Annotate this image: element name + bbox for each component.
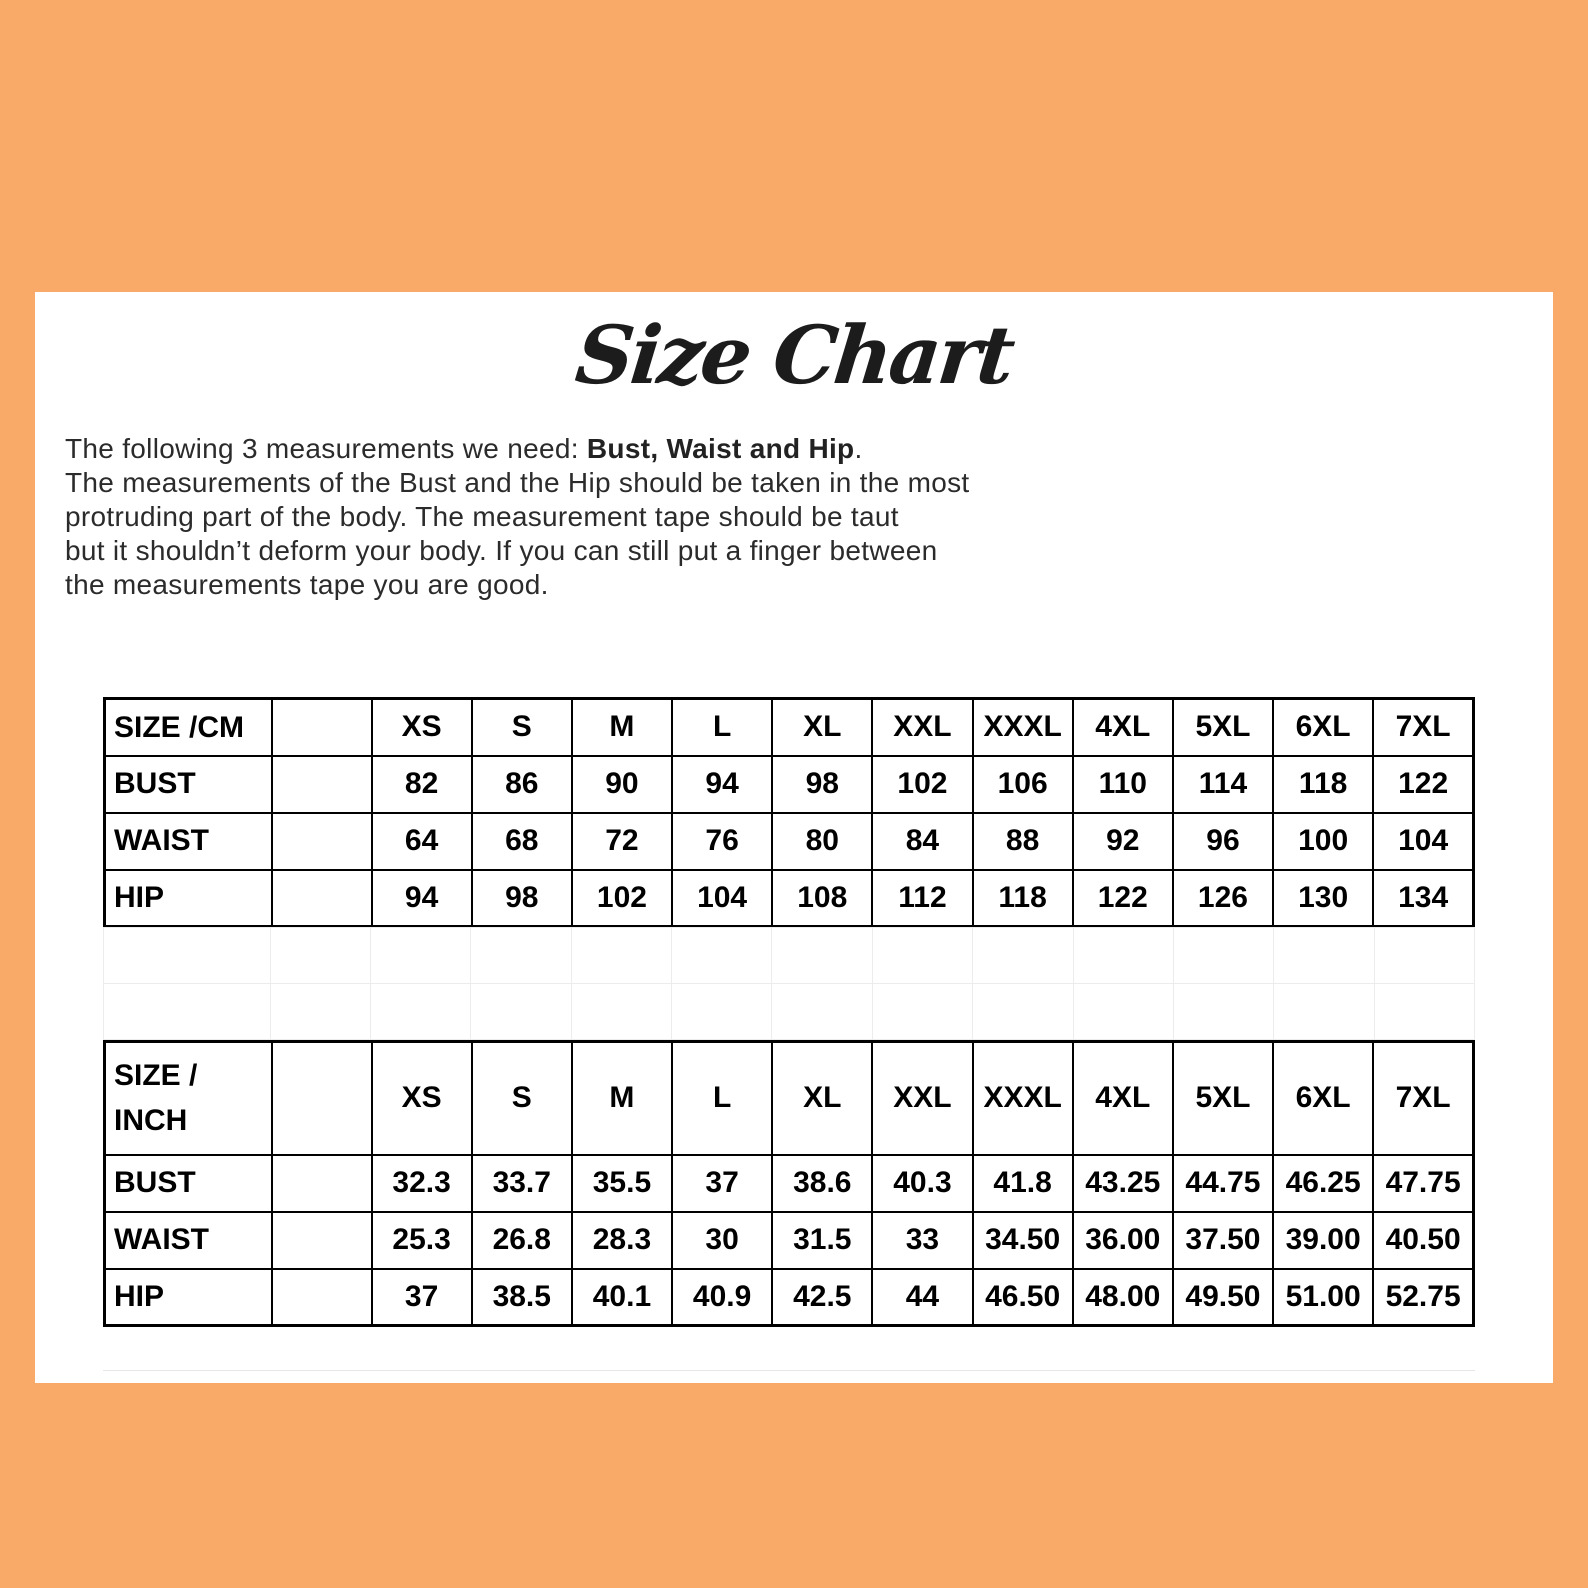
size-header-cell: S (472, 1042, 572, 1155)
size-header-cell: 7XL (1373, 699, 1473, 756)
measurement-value-cell: 49.50 (1173, 1269, 1273, 1326)
size-header-cell: XXXL (973, 1042, 1073, 1155)
measurement-value-cell: 46.25 (1273, 1155, 1373, 1212)
intro-line-1 (65, 432, 1525, 466)
size-table-inch (103, 1040, 1475, 1327)
intro-line: but it shouldn’t deform your body. If you can still put a finger between (65, 535, 938, 566)
size-header-cell: 5XL (1173, 1042, 1273, 1155)
measurement-value-cell: 40.9 (672, 1269, 772, 1326)
size-header-cell: L (672, 1042, 772, 1155)
measurement-row (105, 1155, 1474, 1212)
empty-grid-cell (772, 984, 872, 1040)
measurement-value-cell: 88 (973, 813, 1073, 870)
measurement-value-cell: 48.00 (1073, 1269, 1173, 1326)
measurement-value-cell: 42.5 (772, 1269, 872, 1326)
empty-grid-cell (271, 984, 371, 1040)
intro-line1-prefix: The following 3 measurements we need: (65, 433, 587, 464)
size-header-cell: 4XL (1073, 699, 1173, 756)
intro-line: The measurements of the Bust and the Hip should be taken in the most (65, 467, 970, 498)
measurement-value-cell: 110 (1073, 756, 1173, 813)
size-header-cell: XL (772, 1042, 872, 1155)
measurement-value-cell: 38.5 (472, 1269, 572, 1326)
measurement-value-cell: 98 (472, 870, 572, 927)
empty-grid-cell (672, 984, 772, 1040)
measurement-value-cell: 118 (973, 870, 1073, 927)
measurement-value-cell: 25.3 (372, 1212, 472, 1269)
measurement-row (105, 813, 1474, 870)
empty-grid-cell (872, 984, 972, 1040)
measurement-value-cell: 40.1 (572, 1269, 672, 1326)
measurement-label-cell: WAIST (105, 813, 272, 870)
measurement-value-cell: 68 (472, 813, 572, 870)
table-corner-label: SIZE / INCH (105, 1042, 272, 1155)
measurement-value-cell: 92 (1073, 813, 1173, 870)
measurement-value-cell: 90 (572, 756, 672, 813)
empty-header-cell (272, 699, 372, 756)
measurement-value-cell: 44 (872, 1269, 972, 1326)
size-header-cell: XXXL (973, 699, 1073, 756)
measurement-value-cell: 46.50 (973, 1269, 1073, 1326)
empty-grid-cell (973, 928, 1073, 984)
intro-line: protruding part of the body. The measurement tape should be taut (65, 501, 899, 532)
gridline-below-table (103, 1370, 1475, 1371)
measurement-value-cell: 84 (872, 813, 972, 870)
measurement-value-cell: 122 (1073, 870, 1173, 927)
measurement-value-cell: 64 (372, 813, 472, 870)
measurement-value-cell: 30 (672, 1212, 772, 1269)
measurement-value-cell: 38.6 (772, 1155, 872, 1212)
empty-grid-cell (1274, 928, 1374, 984)
measurement-value-cell: 47.75 (1373, 1155, 1473, 1212)
intro-line: the measurements tape you are good. (65, 569, 549, 600)
size-header-cell: XXL (872, 1042, 972, 1155)
empty-cell (272, 1212, 372, 1269)
measurement-value-cell: 96 (1173, 813, 1273, 870)
content-card (35, 292, 1553, 1383)
measurement-value-cell: 102 (572, 870, 672, 927)
measurement-row (105, 1269, 1474, 1326)
empty-cell (272, 813, 372, 870)
size-header-cell: M (572, 699, 672, 756)
measurement-value-cell: 94 (672, 756, 772, 813)
intro-line1-suffix: . (854, 433, 863, 464)
measurement-value-cell: 114 (1173, 756, 1273, 813)
measurement-label-cell: BUST (105, 1155, 272, 1212)
measurement-value-cell: 82 (372, 756, 472, 813)
measurement-value-cell: 76 (672, 813, 772, 870)
empty-grid-cell (1274, 984, 1374, 1040)
size-header-cell: S (472, 699, 572, 756)
measurement-value-cell: 122 (1373, 756, 1473, 813)
empty-grid-cell (271, 928, 371, 984)
empty-grid-cell (1374, 984, 1474, 1040)
measurement-value-cell: 126 (1173, 870, 1273, 927)
empty-header-cell (272, 1042, 372, 1155)
size-header-cell: L (672, 699, 772, 756)
measurement-value-cell: 94 (372, 870, 472, 927)
size-header-cell: 7XL (1373, 1042, 1473, 1155)
measurement-value-cell: 80 (772, 813, 872, 870)
measurement-value-cell: 41.8 (973, 1155, 1073, 1212)
measurement-value-cell: 34.50 (973, 1212, 1073, 1269)
measurement-value-cell: 31.5 (772, 1212, 872, 1269)
measurement-row (105, 756, 1474, 813)
measurement-row (105, 870, 1474, 927)
empty-grid-cell (1173, 984, 1273, 1040)
table-corner-label: SIZE /CM (105, 699, 272, 756)
size-header-cell: XS (372, 699, 472, 756)
measurement-value-cell: 37.50 (1173, 1212, 1273, 1269)
measurement-label-cell: BUST (105, 756, 272, 813)
empty-grid-cell (1173, 928, 1273, 984)
measurement-value-cell: 100 (1273, 813, 1373, 870)
measurement-value-cell: 28.3 (572, 1212, 672, 1269)
empty-grid-cell (471, 984, 571, 1040)
intro-lines (65, 466, 1525, 602)
measurement-value-cell: 134 (1373, 870, 1473, 927)
size-header-cell: XL (772, 699, 872, 756)
empty-cell (272, 756, 372, 813)
measurement-value-cell: 26.8 (472, 1212, 572, 1269)
intro-line1-bold: Bust, Waist and Hip (586, 433, 855, 464)
measurement-label-cell: WAIST (105, 1212, 272, 1269)
size-header-cell: XS (372, 1042, 472, 1155)
empty-grid-cell (371, 984, 471, 1040)
measurement-value-cell: 44.75 (1173, 1155, 1273, 1212)
measurement-value-cell: 104 (1373, 813, 1473, 870)
measurement-value-cell: 86 (472, 756, 572, 813)
measurement-value-cell: 51.00 (1273, 1269, 1373, 1326)
measurement-value-cell: 72 (572, 813, 672, 870)
measurement-value-cell: 40.50 (1373, 1212, 1473, 1269)
measurement-value-cell: 35.5 (572, 1155, 672, 1212)
empty-grid-cell (872, 928, 972, 984)
spreadsheet-gridlines (103, 927, 1475, 1040)
empty-grid-cell (1073, 984, 1173, 1040)
empty-cell (272, 1269, 372, 1326)
empty-grid-cell (672, 928, 772, 984)
measurement-value-cell: 52.75 (1373, 1269, 1473, 1326)
measurement-label-cell: HIP (105, 870, 272, 927)
page-title: Size Chart (571, 308, 1017, 402)
empty-grid-cell (371, 928, 471, 984)
empty-grid-cell (772, 928, 872, 984)
measurement-value-cell: 43.25 (1073, 1155, 1173, 1212)
size-header-cell: 5XL (1173, 699, 1273, 756)
empty-cell (272, 870, 372, 927)
measurement-row (105, 1212, 1474, 1269)
size-header-cell: XXL (872, 699, 972, 756)
measurement-value-cell: 130 (1273, 870, 1373, 927)
measurement-value-cell: 37 (372, 1269, 472, 1326)
measurement-value-cell: 106 (973, 756, 1073, 813)
empty-grid-cell (973, 984, 1073, 1040)
empty-grid-cell (471, 928, 571, 984)
measurement-value-cell: 102 (872, 756, 972, 813)
measurement-label-cell: HIP (105, 1269, 272, 1326)
empty-grid-cell (1073, 928, 1173, 984)
measurement-value-cell: 40.3 (872, 1155, 972, 1212)
measurement-value-cell: 37 (672, 1155, 772, 1212)
measurement-value-cell: 33.7 (472, 1155, 572, 1212)
measurement-value-cell: 36.00 (1073, 1212, 1173, 1269)
size-header-cell: 4XL (1073, 1042, 1173, 1155)
measurement-value-cell: 104 (672, 870, 772, 927)
empty-grid-cell (104, 984, 271, 1040)
empty-grid-cell (1374, 928, 1474, 984)
measurement-value-cell: 39.00 (1273, 1212, 1373, 1269)
empty-cell (272, 1155, 372, 1212)
measurement-value-cell: 118 (1273, 756, 1373, 813)
size-table-cm (103, 697, 1475, 928)
empty-grid-cell (571, 928, 671, 984)
empty-grid-cell (104, 928, 271, 984)
size-header-cell: M (572, 1042, 672, 1155)
empty-grid-row (104, 928, 1475, 984)
measurement-value-cell: 112 (872, 870, 972, 927)
empty-grid-row (104, 984, 1475, 1040)
size-header-cell: 6XL (1273, 1042, 1373, 1155)
measurement-value-cell: 32.3 (372, 1155, 472, 1212)
measurement-value-cell: 108 (772, 870, 872, 927)
size-header-cell: 6XL (1273, 699, 1373, 756)
measurement-value-cell: 98 (772, 756, 872, 813)
intro-text (65, 432, 1525, 602)
empty-grid-cell (571, 984, 671, 1040)
measurement-value-cell: 33 (872, 1212, 972, 1269)
